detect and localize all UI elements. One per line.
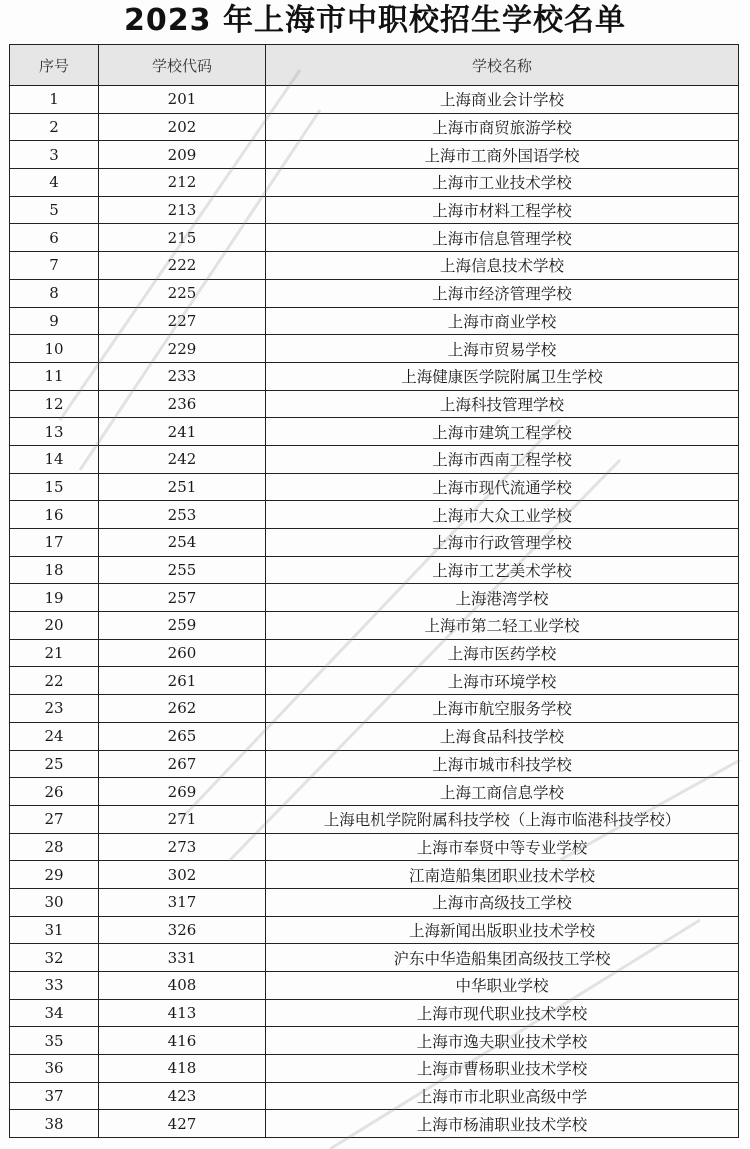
- row-index-cell: 8: [10, 279, 99, 307]
- row-index-cell: 35: [10, 1027, 99, 1055]
- row-name-cell: 上海市商业学校: [266, 307, 739, 335]
- table-row: [10, 307, 739, 335]
- row-code-cell: 317: [99, 888, 266, 916]
- row-index-cell: 36: [10, 1055, 99, 1083]
- table-row: [10, 196, 739, 224]
- row-name-cell: 上海市环境学校: [266, 667, 739, 695]
- row-index-cell: 37: [10, 1082, 99, 1110]
- row-name-cell: 上海市建筑工程学校: [266, 418, 739, 446]
- row-name-cell: 上海新闻出版职业技术学校: [266, 916, 739, 944]
- row-code-cell: 212: [99, 169, 266, 197]
- row-index-cell: 32: [10, 944, 99, 972]
- row-name-cell: 上海市奉贤中等专业学校: [266, 833, 739, 861]
- table-row: [10, 888, 739, 916]
- row-name-cell: 上海电机学院附属科技学校（上海市临港科技学校）: [266, 805, 739, 833]
- row-code-cell: 261: [99, 667, 266, 695]
- table-header-row: [10, 45, 739, 86]
- row-code-cell: 273: [99, 833, 266, 861]
- row-index-cell: 26: [10, 778, 99, 806]
- table-row: [10, 944, 739, 972]
- row-index-cell: 33: [10, 972, 99, 1000]
- row-name-cell: 上海市工艺美术学校: [266, 556, 739, 584]
- row-index-cell: 9: [10, 307, 99, 335]
- row-name-cell: 上海科技管理学校: [266, 390, 739, 418]
- row-code-cell: 427: [99, 1110, 266, 1138]
- table-row: [10, 584, 739, 612]
- row-index-cell: 1: [10, 86, 99, 114]
- row-name-cell: 江南造船集团职业技术学校: [266, 861, 739, 889]
- row-name-cell: 上海市工业技术学校: [266, 169, 739, 197]
- row-code-cell: 271: [99, 805, 266, 833]
- table-row: [10, 86, 739, 114]
- table-row: [10, 529, 739, 557]
- row-code-cell: 242: [99, 445, 266, 473]
- row-code-cell: 241: [99, 418, 266, 446]
- row-name-cell: 上海市杨浦职业技术学校: [266, 1110, 739, 1138]
- table-row: [10, 1027, 739, 1055]
- row-code-cell: 302: [99, 861, 266, 889]
- table-row: [10, 224, 739, 252]
- row-code-cell: 225: [99, 279, 266, 307]
- header-code: 学校代码: [99, 45, 266, 86]
- table-row: [10, 667, 739, 695]
- row-code-cell: 265: [99, 722, 266, 750]
- row-index-cell: 13: [10, 418, 99, 446]
- table-row: [10, 861, 739, 889]
- table-row: [10, 418, 739, 446]
- row-index-cell: 17: [10, 529, 99, 557]
- row-code-cell: 255: [99, 556, 266, 584]
- table-row: [10, 750, 739, 778]
- row-name-cell: 上海市逸夫职业技术学校: [266, 1027, 739, 1055]
- table-row: [10, 473, 739, 501]
- row-index-cell: 27: [10, 805, 99, 833]
- row-code-cell: 213: [99, 196, 266, 224]
- table-row: [10, 972, 739, 1000]
- row-code-cell: 215: [99, 224, 266, 252]
- table-row: [10, 778, 739, 806]
- row-index-cell: 25: [10, 750, 99, 778]
- row-name-cell: 上海市大众工业学校: [266, 501, 739, 529]
- row-name-cell: 上海市现代职业技术学校: [266, 999, 739, 1027]
- table-row: [10, 999, 739, 1027]
- table-row: [10, 335, 739, 363]
- row-code-cell: 254: [99, 529, 266, 557]
- row-index-cell: 3: [10, 141, 99, 169]
- row-index-cell: 38: [10, 1110, 99, 1138]
- row-code-cell: 222: [99, 252, 266, 280]
- row-index-cell: 2: [10, 113, 99, 141]
- row-index-cell: 11: [10, 362, 99, 390]
- row-index-cell: 20: [10, 612, 99, 640]
- table-row: [10, 113, 739, 141]
- table-row: [10, 390, 739, 418]
- row-index-cell: 23: [10, 695, 99, 723]
- table-body: [10, 86, 739, 1138]
- row-index-cell: 34: [10, 999, 99, 1027]
- row-name-cell: 上海市现代流通学校: [266, 473, 739, 501]
- row-index-cell: 31: [10, 916, 99, 944]
- table-row: [10, 1082, 739, 1110]
- row-code-cell: 236: [99, 390, 266, 418]
- row-code-cell: 269: [99, 778, 266, 806]
- row-code-cell: 251: [99, 473, 266, 501]
- row-index-cell: 7: [10, 252, 99, 280]
- table-row: [10, 639, 739, 667]
- row-name-cell: 上海市第二轻工业学校: [266, 612, 739, 640]
- row-name-cell: 中华职业学校: [266, 972, 739, 1000]
- row-code-cell: 260: [99, 639, 266, 667]
- table-row: [10, 141, 739, 169]
- table-row: [10, 612, 739, 640]
- row-code-cell: 326: [99, 916, 266, 944]
- row-name-cell: 上海港湾学校: [266, 584, 739, 612]
- row-code-cell: 229: [99, 335, 266, 363]
- row-code-cell: 201: [99, 86, 266, 114]
- table-row: [10, 169, 739, 197]
- table-row: [10, 695, 739, 723]
- header-index: 序号: [10, 45, 99, 86]
- row-name-cell: 上海健康医学院附属卫生学校: [266, 362, 739, 390]
- row-index-cell: 19: [10, 584, 99, 612]
- row-name-cell: 上海工商信息学校: [266, 778, 739, 806]
- row-name-cell: 上海市经济管理学校: [266, 279, 739, 307]
- row-code-cell: 259: [99, 612, 266, 640]
- row-index-cell: 14: [10, 445, 99, 473]
- row-index-cell: 28: [10, 833, 99, 861]
- page-title: 2023 年上海市中职校招生学校名单: [124, 3, 626, 38]
- row-code-cell: 262: [99, 695, 266, 723]
- row-index-cell: 16: [10, 501, 99, 529]
- row-name-cell: 上海市贸易学校: [266, 335, 739, 363]
- row-code-cell: 413: [99, 999, 266, 1027]
- row-name-cell: 上海信息技术学校: [266, 252, 739, 280]
- row-name-cell: 上海商业会计学校: [266, 86, 739, 114]
- row-code-cell: 331: [99, 944, 266, 972]
- table-row: [10, 445, 739, 473]
- table-row: [10, 556, 739, 584]
- table-row: [10, 501, 739, 529]
- row-code-cell: 418: [99, 1055, 266, 1083]
- table-row: [10, 916, 739, 944]
- row-index-cell: 30: [10, 888, 99, 916]
- table-row: [10, 362, 739, 390]
- row-name-cell: 上海市城市科技学校: [266, 750, 739, 778]
- row-index-cell: 15: [10, 473, 99, 501]
- row-code-cell: 227: [99, 307, 266, 335]
- row-index-cell: 22: [10, 667, 99, 695]
- row-name-cell: 上海市信息管理学校: [266, 224, 739, 252]
- row-code-cell: 267: [99, 750, 266, 778]
- row-name-cell: 上海市材料工程学校: [266, 196, 739, 224]
- row-code-cell: 233: [99, 362, 266, 390]
- table-row: [10, 1110, 739, 1138]
- table-row: [10, 279, 739, 307]
- header-name: 学校名称: [266, 45, 739, 86]
- table-row: [10, 252, 739, 280]
- row-index-cell: 10: [10, 335, 99, 363]
- table-row: [10, 722, 739, 750]
- row-name-cell: 上海市市北职业高级中学: [266, 1082, 739, 1110]
- table-row: [10, 1055, 739, 1083]
- row-index-cell: 5: [10, 196, 99, 224]
- row-index-cell: 12: [10, 390, 99, 418]
- row-name-cell: 上海市航空服务学校: [266, 695, 739, 723]
- row-code-cell: 257: [99, 584, 266, 612]
- row-index-cell: 24: [10, 722, 99, 750]
- row-name-cell: 上海市医药学校: [266, 639, 739, 667]
- row-code-cell: 202: [99, 113, 266, 141]
- row-index-cell: 21: [10, 639, 99, 667]
- row-name-cell: 上海市商贸旅游学校: [266, 113, 739, 141]
- row-code-cell: 416: [99, 1027, 266, 1055]
- row-index-cell: 6: [10, 224, 99, 252]
- row-index-cell: 4: [10, 169, 99, 197]
- row-name-cell: 上海市行政管理学校: [266, 529, 739, 557]
- row-name-cell: 沪东中华造船集团高级技工学校: [266, 944, 739, 972]
- row-code-cell: 408: [99, 972, 266, 1000]
- table-row: [10, 805, 739, 833]
- row-index-cell: 29: [10, 861, 99, 889]
- row-name-cell: 上海市西南工程学校: [266, 445, 739, 473]
- row-name-cell: 上海市工商外国语学校: [266, 141, 739, 169]
- row-index-cell: 18: [10, 556, 99, 584]
- row-code-cell: 253: [99, 501, 266, 529]
- row-name-cell: 上海市高级技工学校: [266, 888, 739, 916]
- table-row: [10, 833, 739, 861]
- row-code-cell: 423: [99, 1082, 266, 1110]
- row-name-cell: 上海食品科技学校: [266, 722, 739, 750]
- row-name-cell: 上海市曹杨职业技术学校: [266, 1055, 739, 1083]
- row-code-cell: 209: [99, 141, 266, 169]
- school-table: [9, 44, 739, 1138]
